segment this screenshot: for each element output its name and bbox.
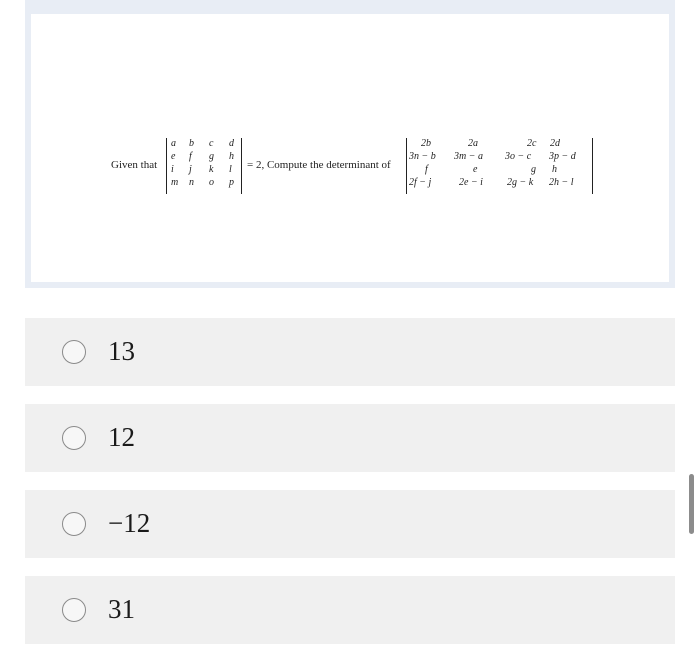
matrix-a-cell: f [189, 151, 192, 162]
question-card [25, 0, 675, 288]
answer-option-label: 12 [108, 422, 135, 452]
matrix-a-cell: o [209, 177, 214, 188]
matrix-a-cell: g [209, 151, 214, 162]
matrix-b-cell: h [552, 164, 557, 175]
matrix-a-cell: l [229, 164, 232, 175]
matrix-b-cell: 2e − i [459, 177, 483, 188]
matrix-a [166, 138, 242, 194]
scrollbar-thumb[interactable] [689, 474, 694, 534]
radio-button-icon[interactable] [62, 512, 86, 536]
question-statement [111, 126, 671, 196]
radio-button-icon[interactable] [62, 598, 86, 622]
matrix-b [406, 138, 593, 194]
matrix-a-cell: k [209, 164, 214, 175]
radio-button-icon[interactable] [62, 426, 86, 450]
answer-option-label: 31 [108, 594, 135, 624]
matrix-a-cell: n [189, 177, 194, 188]
radio-button-icon[interactable] [62, 340, 86, 364]
matrix-b-cell: 2g − k [507, 177, 534, 188]
answer-option-2[interactable] [25, 404, 675, 472]
matrix-a-cell: e [171, 151, 176, 162]
matrix-b-cell: 2d [550, 138, 560, 149]
matrix-a-cell: p [229, 177, 234, 188]
question-middle-text: = 2, Compute the determinant of [247, 159, 391, 171]
matrix-b-cell: e [473, 164, 478, 175]
question-body [31, 14, 669, 282]
matrix-a-cell: d [229, 138, 234, 149]
matrix-a-cell: c [209, 138, 214, 149]
matrix-b-cell: 3m − a [454, 151, 483, 162]
answer-option-label: 13 [108, 336, 135, 366]
answer-option-3[interactable] [25, 490, 675, 558]
matrix-b-cell: 3n − b [409, 151, 436, 162]
matrix-a-cell: i [171, 164, 174, 175]
answer-option-label: −12 [108, 508, 151, 538]
answer-option-4[interactable] [25, 576, 675, 644]
question-prefix-text: Given that [111, 159, 158, 171]
answer-option-1[interactable] [25, 318, 675, 386]
matrix-b-cell: 3o − c [505, 151, 532, 162]
matrix-b-cell: 2f − j [409, 177, 432, 188]
matrix-a-cell: b [189, 138, 194, 149]
matrix-b-cell: 2b [421, 138, 431, 149]
matrix-a-cell: h [229, 151, 234, 162]
matrix-b-cell: 2a [468, 138, 478, 149]
matrix-b-cell: 2h − l [549, 177, 574, 188]
matrix-a-cell: m [171, 177, 179, 188]
matrix-a-cell: j [189, 164, 192, 175]
matrix-a-cell: a [171, 138, 176, 149]
matrix-b-cell: 2c [527, 138, 537, 149]
matrix-b-cell: g [531, 164, 536, 175]
matrix-b-cell: 3p − d [549, 151, 576, 162]
matrix-b-cell: f [425, 164, 428, 175]
